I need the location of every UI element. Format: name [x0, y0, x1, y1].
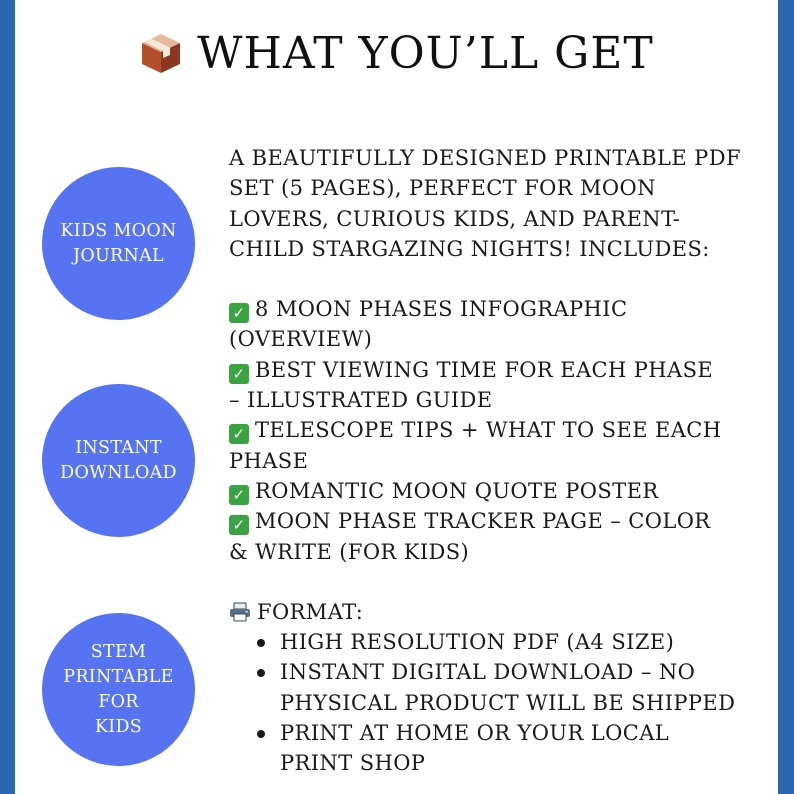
list-item: PRINT AT HOME OR YOUR LOCAL PRINT SHOP — [229, 718, 769, 779]
intro-line: SET (5 PAGES), PERFECT FOR MOON — [229, 176, 656, 201]
badge-instant-download — [42, 384, 195, 537]
badge-line: STEM — [90, 641, 147, 662]
check-mark-icon: ✓ — [229, 424, 249, 444]
include-text: & WRITE (FOR KIDS) — [229, 539, 470, 564]
include-text: ROMANTIC MOON QUOTE POSTER — [255, 478, 659, 503]
badge-line: INSTANT — [75, 437, 162, 458]
badge-stem-printable — [42, 613, 195, 766]
intro-line: A BEAUTIFULLY DESIGNED PRINTABLE PDF — [229, 146, 741, 170]
include-item — [229, 294, 769, 355]
include-item — [229, 506, 769, 567]
include-text: 8 MOON PHASES INFOGRAPHIC — [255, 297, 628, 322]
include-text: – ILLUSTRATED GUIDE — [229, 388, 493, 413]
list-item: HIGH RESOLUTION PDF (A4 SIZE) — [229, 627, 769, 657]
badge-kids-moon-journal — [42, 167, 195, 320]
include-text: (OVERVIEW) — [229, 327, 373, 352]
header — [15, 18, 778, 88]
format-heading: FORMAT: — [257, 599, 364, 624]
check-mark-icon: ✓ — [229, 364, 249, 384]
badge-line: PRINTABLE FOR — [63, 666, 174, 712]
badge-line: KIDS — [94, 716, 143, 737]
badge-line: DOWNLOAD — [60, 462, 177, 483]
description — [229, 143, 769, 779]
list-item: INSTANT DIGITAL DOWNLOAD – NO PHYSICAL PRODUCT WILL BE SHIPPED — [229, 657, 769, 718]
check-mark-icon: ✓ — [229, 303, 249, 323]
include-item — [229, 415, 769, 476]
include-text: BEST VIEWING TIME FOR EACH PHASE — [255, 357, 714, 382]
check-mark-icon: ✓ — [229, 485, 249, 505]
package-box-icon — [139, 31, 183, 75]
check-mark-icon: ✓ — [229, 515, 249, 535]
include-text: TELESCOPE TIPS + WHAT TO SEE EACH — [255, 418, 722, 443]
include-item — [229, 476, 769, 506]
include-text: PHASE — [229, 448, 309, 473]
page-title: WHAT YOU’LL GET — [197, 27, 654, 79]
format-section — [229, 597, 769, 779]
badge-line: KIDS MOON — [60, 220, 177, 241]
intro-line: LOVERS, CURIOUS KIDS, AND PARENT- — [229, 206, 681, 231]
include-text: MOON PHASE TRACKER PAGE – COLOR — [255, 509, 711, 534]
content-panel — [15, 0, 778, 794]
badge-line: JOURNAL — [73, 245, 164, 266]
printer-icon — [229, 602, 251, 622]
intro-line: CHILD STARGAZING NIGHTS! INCLUDES: — [229, 236, 710, 261]
include-item — [229, 355, 769, 416]
format-list — [229, 627, 769, 778]
